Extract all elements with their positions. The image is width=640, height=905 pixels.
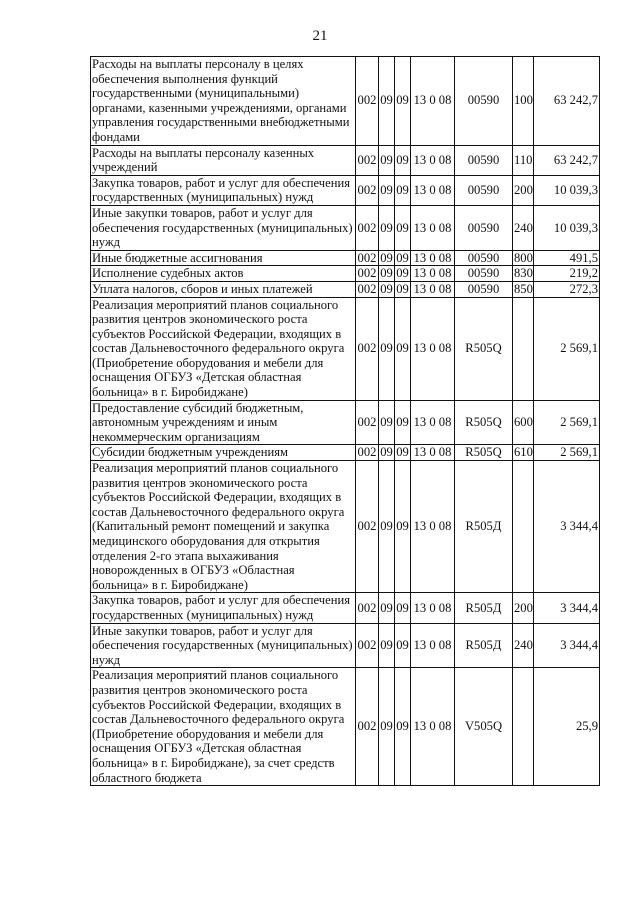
- rz-code: 09: [379, 461, 395, 593]
- amount: 63 242,7: [534, 145, 600, 175]
- csr-program-code: 13 0 08: [411, 668, 455, 786]
- ved-code: 002: [356, 57, 379, 146]
- pr-code: 09: [396, 281, 409, 296]
- amount: 2 569,1: [534, 400, 600, 445]
- pr-code: 09: [395, 57, 411, 146]
- csr-direction-code: V505Q: [455, 668, 513, 786]
- row-name: Реализация мероприятий планов социального развития центров экономического роста субъектов Российской Федерации, входящих в состав Дальневосточного федерального округа (Приобретение оборудования и мебели для оснащения ОГБУЗ «Детская областная больница» в г. Биробиджане), за счет средств областного бюджета: [91, 668, 356, 786]
- table-row: [91, 593, 600, 623]
- row-name: Предоставление субсидий бюджетным, автономным учреждениям и иным некоммерческим организациям: [91, 400, 356, 445]
- vr-code: 200: [513, 593, 534, 623]
- amount: 2 569,1: [534, 297, 600, 400]
- vr-code: 850: [514, 281, 533, 296]
- amount: 25,9: [534, 668, 600, 786]
- pr-code: 09: [395, 400, 411, 445]
- row-name: Реализация мероприятий планов социального развития центров экономического роста субъектов Российской Федерации, входящих в состав Дальневосточного федерального округа (Капитальный ремонт помещений и закупка медицинского оборудования для открытия отделения 2-го этапа выхаживания новорожденных в ОГБУЗ «Областная больница» в г. Биробиджане): [91, 461, 356, 593]
- amount: 10 039,3: [534, 205, 600, 250]
- rz-code: 09: [379, 400, 395, 445]
- row-name: Закупка товаров, работ и услуг для обеспечения государственных (муниципальных) нужд: [91, 175, 356, 205]
- csr-program-code: 13 0 08: [411, 281, 455, 297]
- vr-code: 600: [513, 400, 534, 445]
- pr-code: 09: [395, 461, 411, 593]
- pr-code: 09: [396, 445, 409, 460]
- pr-code: 09: [395, 593, 411, 623]
- csr-program-code: 13 0 08: [411, 175, 455, 205]
- ved-code: 002: [356, 175, 379, 205]
- ved-code: 002: [356, 461, 379, 593]
- csr-program-code: 13 0 08: [411, 445, 455, 461]
- rz-code: 09: [379, 297, 395, 400]
- amount: 272,3: [534, 281, 600, 297]
- budget-table-body: [91, 57, 600, 786]
- pr-code: 09: [395, 145, 411, 175]
- pr-code: 09: [395, 297, 411, 400]
- csr-program-code: 13 0 08: [411, 57, 455, 146]
- row-name: Закупка товаров, работ и услуг для обеспечения государственных (муниципальных) нужд: [91, 593, 356, 623]
- amount: 491,5: [534, 250, 600, 266]
- vr-code: 830: [514, 266, 533, 281]
- csr-direction-code: 00590: [455, 250, 513, 266]
- table-row: [91, 668, 600, 786]
- vr-code: 110: [513, 145, 534, 175]
- pr-code: 09: [395, 205, 411, 250]
- csr-program-code: 13 0 08: [411, 593, 455, 623]
- csr-program-code: 13 0 08: [411, 461, 455, 593]
- rz-code: 09: [379, 205, 395, 250]
- row-name: Субсидии бюджетным учреждениям: [91, 445, 356, 461]
- table-row: [91, 445, 600, 461]
- row-name: Исполнение судебных актов: [91, 266, 356, 282]
- row-name: Уплата налогов, сборов и иных платежей: [91, 281, 356, 297]
- table-row: [91, 175, 600, 205]
- amount: 63 242,7: [534, 57, 600, 146]
- table-row: [91, 250, 600, 266]
- row-name: Реализация мероприятий планов социального развития центров экономического роста субъектов Российской Федерации, входящих в состав Дальневосточного федерального округа (Приобретение оборудования и мебели для оснащения ОГБУЗ «Детская областная больница» в г. Биробиджане): [91, 297, 356, 400]
- row-name: Иные закупки товаров, работ и услуг для обеспечения государственных (муниципальных) нужд: [91, 623, 356, 668]
- csr-direction-code: R505Д: [455, 593, 513, 623]
- ved-code: 002: [356, 266, 379, 282]
- ved-code: 002: [356, 445, 379, 461]
- vr-code: 610: [514, 445, 533, 460]
- rz-code: 09: [380, 266, 393, 281]
- csr-direction-code: 00590: [455, 266, 513, 282]
- table-row: [91, 145, 600, 175]
- csr-program-code: 13 0 08: [411, 400, 455, 445]
- csr-direction-code: R505Q: [455, 445, 513, 461]
- csr-direction-code: 00590: [455, 175, 513, 205]
- vr-code: [513, 668, 534, 786]
- csr-program-code: 13 0 08: [411, 297, 455, 400]
- csr-direction-code: R505Q: [455, 297, 513, 400]
- csr-direction-code: 00590: [455, 205, 513, 250]
- budget-table: [90, 56, 600, 786]
- amount: 10 039,3: [534, 175, 600, 205]
- amount: 3 344,4: [534, 623, 600, 668]
- pr-code: 09: [396, 266, 409, 281]
- table-row: [91, 205, 600, 250]
- table-row: [91, 400, 600, 445]
- ved-code: 002: [356, 250, 379, 266]
- csr-direction-code: 00590: [455, 145, 513, 175]
- ved-code: 002: [356, 668, 379, 786]
- csr-direction-code: R505Q: [455, 400, 513, 445]
- ved-code: 002: [356, 593, 379, 623]
- vr-code: 240: [513, 623, 534, 668]
- rz-code: 09: [379, 593, 395, 623]
- table-row: [91, 266, 600, 282]
- rz-code: 09: [379, 668, 395, 786]
- vr-code: 200: [513, 175, 534, 205]
- table-row: [91, 297, 600, 400]
- vr-code: 240: [513, 205, 534, 250]
- csr-program-code: 13 0 08: [411, 266, 455, 282]
- ved-code: 002: [356, 205, 379, 250]
- amount: 219,2: [534, 266, 600, 282]
- page-number: 21: [312, 28, 328, 44]
- ved-code: 002: [356, 145, 379, 175]
- pr-code: 09: [395, 623, 411, 668]
- rz-code: 09: [380, 281, 393, 296]
- ved-code: 002: [356, 281, 379, 297]
- row-name: Иные закупки товаров, работ и услуг для обеспечения государственных (муниципальных) нужд: [91, 205, 356, 250]
- table-row: [91, 281, 600, 297]
- csr-direction-code: 00590: [455, 57, 513, 146]
- amount: 2 569,1: [534, 445, 600, 461]
- rz-code: 09: [380, 250, 393, 265]
- rz-code: 09: [380, 445, 393, 460]
- csr-direction-code: R505Д: [455, 461, 513, 593]
- table-row: [91, 57, 600, 146]
- ved-code: 002: [356, 623, 379, 668]
- csr-direction-code: R505Д: [455, 623, 513, 668]
- csr-program-code: 13 0 08: [411, 623, 455, 668]
- ved-code: 002: [356, 400, 379, 445]
- row-name: Расходы на выплаты персоналу казенных учреждений: [91, 145, 356, 175]
- csr-program-code: 13 0 08: [411, 250, 455, 266]
- vr-code: 800: [514, 250, 533, 265]
- table-row: [91, 461, 600, 593]
- amount: 3 344,4: [534, 461, 600, 593]
- row-name: Иные бюджетные ассигнования: [91, 250, 356, 266]
- csr-direction-code: 00590: [455, 281, 513, 297]
- rz-code: 09: [379, 175, 395, 205]
- vr-code: [513, 297, 534, 400]
- rz-code: 09: [379, 623, 395, 668]
- table-row: [91, 623, 600, 668]
- csr-program-code: 13 0 08: [411, 145, 455, 175]
- amount: 3 344,4: [534, 593, 600, 623]
- ved-code: 002: [356, 297, 379, 400]
- vr-code: [513, 461, 534, 593]
- rz-code: 09: [379, 145, 395, 175]
- rz-code: 09: [379, 57, 395, 146]
- pr-code: 09: [395, 668, 411, 786]
- pr-code: 09: [396, 250, 409, 265]
- csr-program-code: 13 0 08: [411, 205, 455, 250]
- row-name: Расходы на выплаты персоналу в целях обеспечения выполнения функций государственными (муниципальными) органами, казенными учреждениями, органами управления государственными внебюджетными фондами: [91, 57, 356, 146]
- pr-code: 09: [395, 175, 411, 205]
- vr-code: 100: [513, 57, 534, 146]
